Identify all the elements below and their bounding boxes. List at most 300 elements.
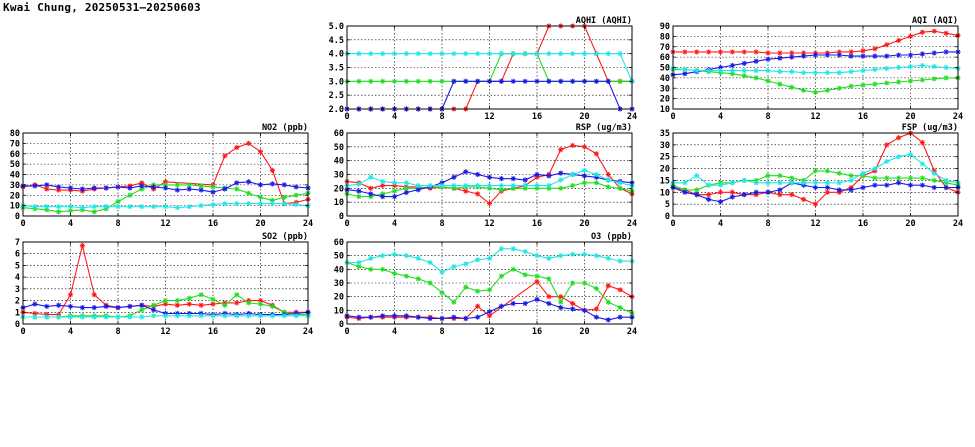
data-point-green <box>618 79 623 84</box>
data-point-green <box>511 267 516 272</box>
data-point-blue <box>932 185 937 190</box>
data-point-blue <box>582 79 587 84</box>
x-tick-label: 4 <box>391 327 398 337</box>
data-point-blue <box>860 185 865 190</box>
data-point-blue <box>765 190 770 195</box>
data-point-red <box>546 294 551 299</box>
data-point-cyan <box>920 161 925 166</box>
data-point-blue <box>570 79 575 84</box>
data-point-green <box>404 274 409 279</box>
data-point-blue <box>475 315 480 320</box>
data-point-cyan <box>80 205 85 210</box>
data-point-green <box>582 180 587 185</box>
data-point-cyan <box>151 204 156 209</box>
y-tick-label: 50 <box>333 251 344 262</box>
data-point-blue <box>404 190 409 195</box>
data-point-cyan <box>199 203 204 208</box>
data-point-cyan <box>258 313 263 318</box>
data-point-blue <box>582 173 587 178</box>
data-point-blue <box>428 316 433 321</box>
data-point-green <box>523 272 528 277</box>
x-tick-label: 4 <box>717 219 724 229</box>
y-tick-label: 4.0 <box>328 49 344 60</box>
x-tick-label: 4 <box>391 219 398 229</box>
data-point-red <box>920 140 925 145</box>
data-point-cyan <box>932 64 937 69</box>
y-tick-label: 10 <box>333 306 344 317</box>
y-tick-label: 50 <box>9 160 20 171</box>
data-point-cyan <box>618 259 623 264</box>
x-tick-label: 0 <box>20 219 26 229</box>
data-point-blue <box>487 79 492 84</box>
data-point-cyan <box>908 152 913 157</box>
data-point-green <box>594 286 599 291</box>
data-point-blue <box>546 173 551 178</box>
data-point-blue <box>511 79 516 84</box>
data-point-red <box>932 29 937 34</box>
data-point-cyan <box>356 182 361 187</box>
y-tick-label: 5 <box>14 261 20 272</box>
chart-no2 <box>10 123 313 229</box>
data-point-cyan <box>210 313 215 318</box>
data-point-blue <box>475 79 480 84</box>
chart-title: NO2 (ppb) <box>261 123 308 133</box>
y-tick-label: 40 <box>333 156 344 167</box>
data-point-cyan <box>392 252 397 257</box>
data-point-cyan <box>258 201 263 206</box>
data-point-blue <box>68 185 73 190</box>
data-point-cyan <box>534 51 539 56</box>
y-tick-label: 6 <box>14 249 20 260</box>
data-point-blue <box>884 53 889 58</box>
data-point-green <box>908 78 913 83</box>
data-point-cyan <box>499 51 504 56</box>
data-point-cyan <box>920 63 925 68</box>
data-point-cyan <box>742 178 747 183</box>
data-point-blue <box>463 316 468 321</box>
data-point-green <box>199 292 204 297</box>
data-point-green <box>151 303 156 308</box>
data-point-cyan <box>80 314 85 319</box>
data-point-green <box>56 209 61 214</box>
data-point-cyan <box>246 313 251 318</box>
data-point-cyan <box>706 68 711 73</box>
data-point-cyan <box>570 172 575 177</box>
data-point-blue <box>523 177 528 182</box>
data-point-green <box>356 194 361 199</box>
data-point-red <box>187 301 192 306</box>
chart-o3 <box>334 232 637 337</box>
data-point-cyan <box>582 51 587 56</box>
data-point-red <box>682 49 687 54</box>
y-tick-label: 10 <box>659 105 670 115</box>
chart-title: FSP (ug/m3) <box>901 123 958 133</box>
data-point-cyan <box>523 249 528 254</box>
x-tick-label: 16 <box>531 219 543 229</box>
data-point-green <box>932 76 937 81</box>
data-point-green <box>932 178 937 183</box>
data-point-blue <box>837 187 842 192</box>
data-point-green <box>872 82 877 87</box>
x-tick-label: 24 <box>302 327 314 337</box>
data-point-blue <box>139 183 144 188</box>
data-point-blue <box>380 313 385 318</box>
data-point-blue <box>534 172 539 177</box>
data-point-blue <box>558 305 563 310</box>
x-tick-label: 20 <box>579 219 590 229</box>
data-point-cyan <box>872 67 877 72</box>
x-tick-label: 20 <box>905 112 916 122</box>
data-point-blue <box>618 315 623 320</box>
x-tick-label: 0 <box>344 327 350 337</box>
data-point-green <box>920 77 925 82</box>
data-point-green <box>187 296 192 301</box>
data-point-cyan <box>801 70 806 75</box>
data-point-blue <box>282 182 287 187</box>
data-point-cyan <box>765 68 770 73</box>
y-tick-label: 40 <box>659 73 670 84</box>
data-point-cyan <box>487 51 492 56</box>
data-point-red <box>258 149 263 154</box>
y-tick-label: 3.0 <box>328 77 344 88</box>
data-point-blue <box>570 306 575 311</box>
x-tick-label: 0 <box>670 219 676 229</box>
data-point-cyan <box>570 252 575 257</box>
y-tick-label: 30 <box>333 170 344 181</box>
data-point-green <box>246 300 251 305</box>
data-point-green <box>499 274 504 279</box>
y-tick-label: 40 <box>333 265 344 276</box>
data-point-cyan <box>222 313 227 318</box>
x-tick-label: 24 <box>626 327 638 337</box>
data-point-cyan <box>428 260 433 265</box>
data-point-cyan <box>392 51 397 56</box>
data-point-green <box>210 297 215 302</box>
data-point-cyan <box>896 154 901 159</box>
data-point-blue <box>104 304 109 309</box>
data-point-cyan <box>499 183 504 188</box>
data-point-green <box>558 300 563 305</box>
data-point-cyan <box>944 65 949 70</box>
data-point-blue <box>115 184 120 189</box>
y-tick-label: 20 <box>659 94 670 105</box>
data-point-blue <box>837 52 842 57</box>
data-point-blue <box>210 190 215 195</box>
data-point-blue <box>908 183 913 188</box>
data-point-green <box>258 195 263 200</box>
data-point-blue <box>777 56 782 61</box>
data-point-blue <box>115 305 120 310</box>
data-point-green <box>416 276 421 281</box>
data-point-green <box>570 183 575 188</box>
data-point-blue <box>163 185 168 190</box>
y-tick-label: 90 <box>659 22 670 32</box>
data-point-cyan <box>368 175 373 180</box>
data-point-blue <box>730 63 735 68</box>
data-point-red <box>246 141 251 146</box>
data-point-blue <box>234 180 239 185</box>
data-point-red <box>944 31 949 36</box>
x-tick-label: 24 <box>626 112 638 122</box>
data-point-cyan <box>44 204 49 209</box>
data-point-blue <box>368 315 373 320</box>
data-point-green <box>222 303 227 308</box>
data-point-cyan <box>451 51 456 56</box>
x-tick-label: 24 <box>952 112 964 122</box>
data-point-cyan <box>104 204 109 209</box>
data-point-blue <box>151 184 156 189</box>
x-tick-label: 4 <box>67 327 74 337</box>
data-point-cyan <box>32 314 37 319</box>
data-point-cyan <box>534 253 539 258</box>
data-point-blue <box>392 313 397 318</box>
data-point-red <box>618 287 623 292</box>
data-point-cyan <box>730 68 735 73</box>
data-point-blue <box>534 297 539 302</box>
data-point-cyan <box>199 313 204 318</box>
data-point-green <box>606 184 611 189</box>
y-tick-label: 70 <box>659 42 670 53</box>
y-tick-label: 0 <box>664 212 670 222</box>
data-point-cyan <box>908 64 913 69</box>
data-point-blue <box>849 53 854 58</box>
data-point-blue <box>368 191 373 196</box>
data-point-blue <box>896 180 901 185</box>
data-point-cyan <box>511 246 516 251</box>
data-point-cyan <box>825 180 830 185</box>
x-tick-label: 16 <box>207 327 219 337</box>
data-point-green <box>294 193 299 198</box>
data-point-red <box>475 191 480 196</box>
y-tick-label: 35 <box>659 129 670 139</box>
data-point-cyan <box>187 204 192 209</box>
data-point-cyan <box>558 51 563 56</box>
data-point-red <box>92 292 97 297</box>
data-point-blue <box>944 185 949 190</box>
data-point-green <box>380 79 385 84</box>
data-point-green <box>777 173 782 178</box>
data-point-cyan <box>127 204 132 209</box>
y-tick-label: 15 <box>659 176 670 187</box>
data-point-blue <box>44 182 49 187</box>
data-point-green <box>246 191 251 196</box>
data-point-blue <box>884 183 889 188</box>
data-point-cyan <box>463 183 468 188</box>
data-point-green <box>175 298 180 303</box>
data-point-blue <box>80 186 85 191</box>
data-point-cyan <box>694 173 699 178</box>
data-point-green <box>392 271 397 276</box>
data-point-cyan <box>439 183 444 188</box>
data-point-red <box>487 201 492 206</box>
data-point-blue <box>356 315 361 320</box>
data-point-red <box>908 34 913 39</box>
data-point-green <box>896 175 901 180</box>
data-point-red <box>777 192 782 197</box>
data-point-blue <box>416 315 421 320</box>
data-point-cyan <box>872 166 877 171</box>
y-tick-label: 3.5 <box>328 63 344 74</box>
series-line-red <box>23 143 308 203</box>
data-point-blue <box>392 194 397 199</box>
x-tick-label: 16 <box>207 219 219 229</box>
data-point-cyan <box>416 183 421 188</box>
data-point-cyan <box>428 51 433 56</box>
data-point-green <box>258 301 263 306</box>
y-tick-label: 80 <box>659 32 670 43</box>
data-point-blue <box>475 172 480 177</box>
data-point-blue <box>523 79 528 84</box>
y-tick-label: 3 <box>14 284 20 295</box>
data-point-red <box>270 168 275 173</box>
data-point-cyan <box>294 313 299 318</box>
data-point-red <box>872 46 877 51</box>
data-point-cyan <box>546 183 551 188</box>
y-tick-label: 5 <box>664 200 670 211</box>
x-tick-label: 20 <box>579 327 590 337</box>
data-point-red <box>706 192 711 197</box>
data-point-blue <box>765 57 770 62</box>
data-point-blue <box>187 186 192 191</box>
data-point-blue <box>246 179 251 184</box>
data-point-green <box>884 175 889 180</box>
data-point-red <box>558 147 563 152</box>
data-point-blue <box>789 55 794 60</box>
data-point-cyan <box>68 204 73 209</box>
data-point-cyan <box>789 180 794 185</box>
data-point-green <box>463 285 468 290</box>
data-point-blue <box>754 59 759 64</box>
data-point-blue <box>175 187 180 192</box>
data-point-cyan <box>356 51 361 56</box>
data-point-cyan <box>439 269 444 274</box>
data-point-cyan <box>380 179 385 184</box>
x-tick-label: 20 <box>579 112 590 122</box>
y-tick-label: 5.0 <box>328 22 344 32</box>
data-point-red <box>825 190 830 195</box>
data-point-blue <box>813 52 818 57</box>
data-point-cyan <box>594 51 599 56</box>
data-point-red <box>754 49 759 54</box>
y-tick-label: 30 <box>9 180 20 191</box>
data-point-blue <box>499 176 504 181</box>
data-point-blue <box>944 49 949 54</box>
data-point-blue <box>682 190 687 195</box>
data-point-blue <box>872 53 877 58</box>
data-point-green <box>849 84 854 89</box>
data-point-blue <box>56 184 61 189</box>
data-point-blue <box>932 50 937 55</box>
data-point-green <box>139 307 144 312</box>
y-tick-label: 7 <box>14 238 20 248</box>
data-point-blue <box>813 185 818 190</box>
data-point-red <box>742 49 747 54</box>
data-point-red <box>234 145 239 150</box>
data-point-cyan <box>849 178 854 183</box>
data-point-blue <box>694 192 699 197</box>
data-point-green <box>439 79 444 84</box>
data-point-red <box>789 192 794 197</box>
x-tick-label: 8 <box>439 327 445 337</box>
data-point-blue <box>270 181 275 186</box>
data-point-blue <box>594 315 599 320</box>
data-point-green <box>428 79 433 84</box>
data-point-blue <box>463 79 468 84</box>
chart-aqhi <box>329 16 637 122</box>
data-point-blue <box>558 79 563 84</box>
data-point-blue <box>451 175 456 180</box>
data-point-cyan <box>404 253 409 258</box>
data-point-cyan <box>825 70 830 75</box>
data-point-blue <box>127 185 132 190</box>
data-point-blue <box>92 185 97 190</box>
data-point-green <box>439 290 444 295</box>
data-point-blue <box>754 190 759 195</box>
data-point-blue <box>825 185 830 190</box>
data-point-cyan <box>404 51 409 56</box>
data-point-blue <box>32 301 37 306</box>
data-point-blue <box>558 171 563 176</box>
data-point-red <box>222 153 227 158</box>
x-tick-label: 12 <box>160 327 171 337</box>
data-point-blue <box>44 304 49 309</box>
data-point-blue <box>463 169 468 174</box>
data-point-cyan <box>356 260 361 265</box>
data-point-cyan <box>754 180 759 185</box>
data-point-cyan <box>487 183 492 188</box>
data-point-cyan <box>475 183 480 188</box>
data-point-green <box>404 79 409 84</box>
data-point-green <box>801 88 806 93</box>
data-point-blue <box>582 308 587 313</box>
data-point-red <box>368 186 373 191</box>
data-point-cyan <box>68 314 73 319</box>
data-point-blue <box>594 79 599 84</box>
data-point-blue <box>872 183 877 188</box>
data-point-cyan <box>682 67 687 72</box>
data-point-cyan <box>523 51 528 56</box>
chart-rsp <box>334 123 637 229</box>
data-point-green <box>356 79 361 84</box>
data-point-blue <box>546 79 551 84</box>
data-point-cyan <box>463 51 468 56</box>
data-point-cyan <box>884 159 889 164</box>
data-point-blue <box>742 192 747 197</box>
data-point-green <box>368 267 373 272</box>
y-tick-label: 1 <box>14 308 20 319</box>
data-point-green <box>487 287 492 292</box>
data-point-blue <box>439 316 444 321</box>
data-point-cyan <box>270 313 275 318</box>
data-point-cyan <box>618 51 623 56</box>
data-point-blue <box>546 301 551 306</box>
x-tick-label: 20 <box>255 219 266 229</box>
data-point-cyan <box>187 313 192 318</box>
data-point-green <box>270 304 275 309</box>
data-point-cyan <box>282 201 287 206</box>
data-point-blue <box>127 304 132 309</box>
y-tick-label: 50 <box>333 142 344 153</box>
y-tick-label: 30 <box>333 279 344 289</box>
data-point-cyan <box>380 51 385 56</box>
data-point-blue <box>849 187 854 192</box>
y-tick-label: 60 <box>9 149 20 160</box>
y-tick-label: 20 <box>333 184 344 195</box>
data-point-green <box>175 182 180 187</box>
data-point-cyan <box>104 314 109 319</box>
data-point-cyan <box>618 180 623 185</box>
data-point-green <box>908 175 913 180</box>
